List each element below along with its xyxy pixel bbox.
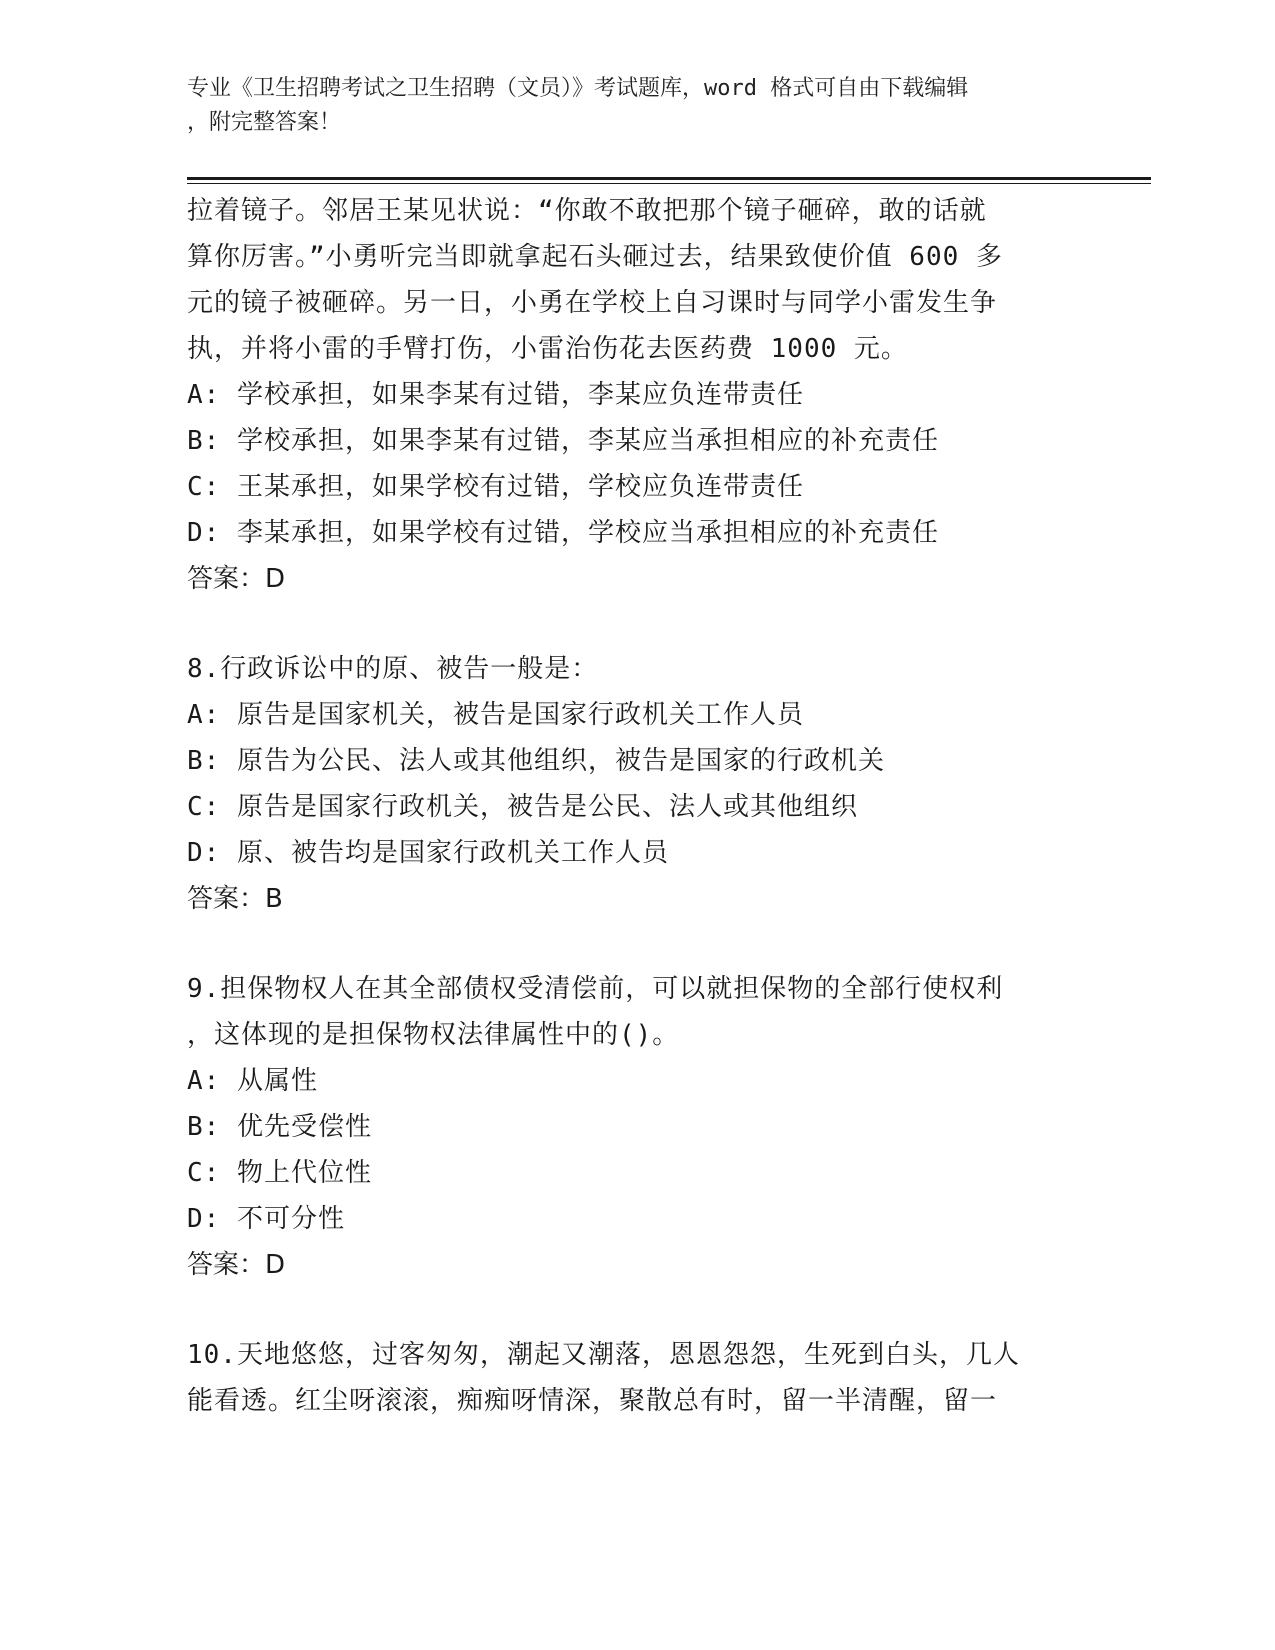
option-d: D: 李某承担，如果学校有过错，学校应当承担相应的补充责任 [187, 518, 939, 548]
option-b: B: 原告为公民、法人或其他组织，被告是国家的行政机关 [187, 746, 885, 776]
question-stem-line: 10.天地悠悠，过客匆匆，潮起又潮落，恩恩怨怨，生死到白头，几人 [187, 1340, 1020, 1370]
spacer [187, 602, 1087, 646]
option-a: A: 原告是国家机关，被告是国家行政机关工作人员 [187, 700, 804, 730]
header-line-1: 专业《卫生招聘考试之卫生招聘（文员）》考试题库，word 格式可自由下载编辑 [187, 76, 969, 101]
header-divider-thick [187, 177, 1151, 180]
option-a: A: 从属性 [187, 1066, 318, 1096]
option-a: A: 学校承担，如果李某有过错，李某应负连带责任 [187, 380, 804, 410]
option-d: D: 不可分性 [187, 1204, 345, 1234]
option-b: B: 学校承担，如果李某有过错，李某应当承担相应的补充责任 [187, 426, 939, 456]
question-10 [187, 1332, 1087, 1424]
question-stem-line: 算你厉害。”小勇听完当即就拿起石头砸过去，结果致使价值 600 多 [187, 242, 1003, 272]
spacer [187, 1288, 1087, 1332]
document-body [187, 188, 1087, 1424]
page-header [187, 72, 1087, 140]
answer-line: 答案：B [187, 884, 283, 914]
question-8 [187, 646, 1087, 922]
question-stem-line: 拉着镜子。邻居王某见状说：“你敢不敢把那个镜子砸碎，敢的话就 [187, 196, 987, 226]
option-c: C: 原告是国家行政机关，被告是公民、法人或其他组织 [187, 792, 858, 822]
question-stem-line: 元的镜子被砸碎。另一日，小勇在学校上自习课时与同学小雷发生争 [187, 288, 998, 318]
question-stem-line: 9.担保物权人在其全部债权受清偿前，可以就担保物的全部行使权利 [187, 974, 1004, 1004]
question-9 [187, 966, 1087, 1288]
question-stem-line: ，这体现的是担保物权法律属性中的()。 [187, 1020, 680, 1050]
option-c: C: 物上代位性 [187, 1158, 372, 1188]
answer-line: 答案：D [187, 1250, 286, 1280]
option-c: C: 王某承担，如果学校有过错，学校应负连带责任 [187, 472, 804, 502]
header-line-2: ，附完整答案！ [187, 110, 342, 135]
question-stem-line: 8.行政诉讼中的原、被告一般是： [187, 654, 599, 684]
spacer [187, 922, 1087, 966]
question-7 [187, 188, 1087, 602]
question-stem-line: 能看透。红尘呀滚滚，痴痴呀情深，聚散总有时，留一半清醒，留一 [187, 1386, 998, 1416]
header-divider-thin [187, 183, 1151, 184]
question-stem-line: 执，并将小雷的手臂打伤，小雷治伤花去医药费 1000 元。 [187, 334, 908, 364]
option-b: B: 优先受偿性 [187, 1112, 372, 1142]
answer-line: 答案：D [187, 564, 286, 594]
option-d: D: 原、被告均是国家行政机关工作人员 [187, 838, 669, 868]
